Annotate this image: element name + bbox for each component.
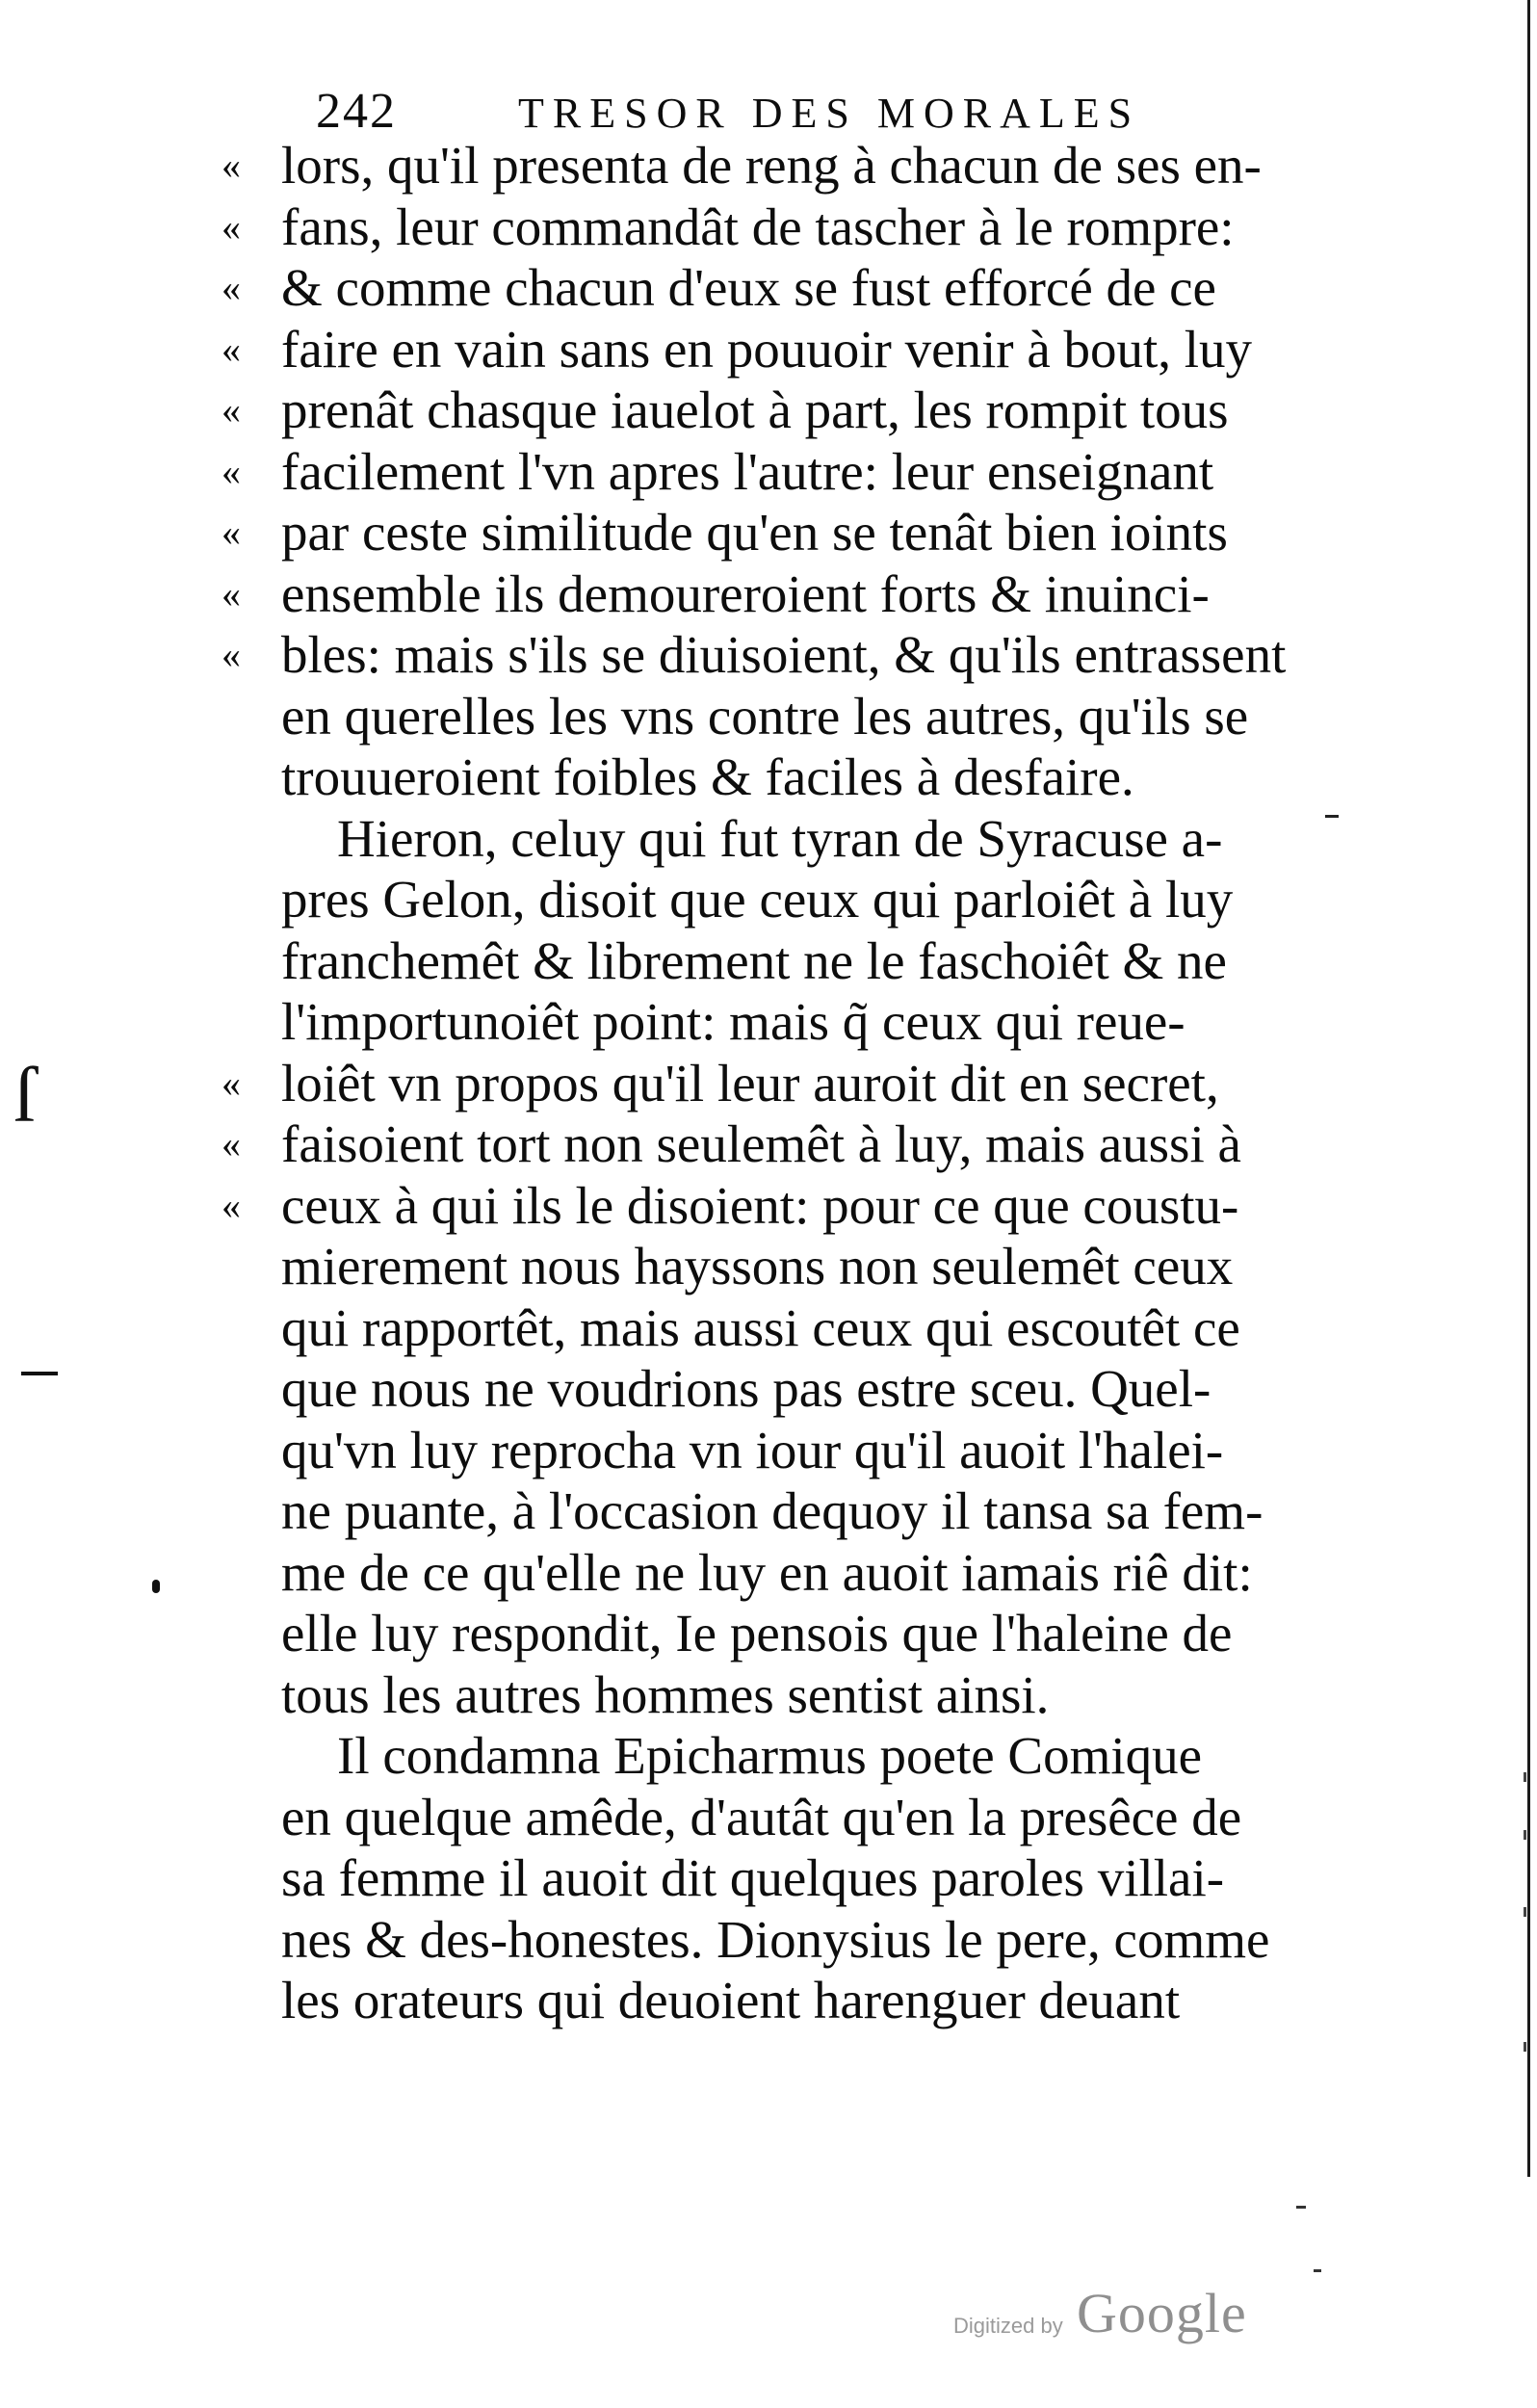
text-line <box>221 1175 1358 1237</box>
text-line <box>221 257 1358 319</box>
text-line <box>221 1236 1358 1297</box>
edge-mark <box>1524 1830 1526 1840</box>
digitization-watermark <box>953 2281 1396 2348</box>
quotation-marker: « <box>221 204 241 249</box>
text-line <box>221 319 1358 380</box>
line-text: Il condamna Epicharmus poete Comique <box>337 1726 1203 1785</box>
text-line <box>221 1420 1358 1481</box>
line-text: loiêt vn propos qu'il leur auroit dit en secret, <box>281 1053 1219 1112</box>
line-text: me de ce qu'elle ne luy en auoit iamais riê dit: <box>281 1542 1253 1602</box>
line-text: lors, qu'il presenta de reng à chacun de ses en- <box>281 136 1262 195</box>
line-text: prenât chasque iauelot à part, les rompit tous <box>281 380 1229 439</box>
text-line <box>221 135 1358 196</box>
line-text: ne puante, à l'occasion dequoy il tansa sa fem- <box>281 1481 1263 1540</box>
text-line <box>221 1970 1358 2031</box>
text-line <box>221 930 1358 992</box>
quotation-marker: « <box>221 633 241 676</box>
text-line <box>221 808 1358 870</box>
stray-mark <box>1325 815 1339 818</box>
line-text: elle luy respondit, Ie pensois que l'haleine de <box>281 1604 1233 1662</box>
line-text: bles: mais s'ils se diuisoient, & qu'ils entrassent <box>281 625 1287 684</box>
text-line <box>221 869 1358 930</box>
line-text: ensemble ils demoureroient forts & inuinci- <box>281 563 1210 623</box>
text-line <box>221 1787 1358 1848</box>
text-line <box>221 441 1358 503</box>
quotation-marker: « <box>221 1122 241 1165</box>
body-text <box>221 135 1358 2031</box>
line-text: les orateurs qui deuoient harenguer deuant <box>281 1971 1181 2029</box>
line-text: sa femme il auoit dit quelques paroles villai- <box>281 1848 1225 1907</box>
line-text: faisoient tort non seulemêt à luy, mais aussi à <box>281 1114 1241 1173</box>
line-text: en quelque amêde, d'autât qu'en la presêce de <box>281 1787 1242 1846</box>
line-text: l'importunoiêt point: mais q̃ ceux qui reue- <box>281 992 1185 1051</box>
line-text: & comme chacun d'eux se fust efforcé de ce <box>281 258 1216 317</box>
line-text: faire en vain sans en pouuoir venir à bout, luy <box>281 319 1253 379</box>
line-text: qu'vn luy reprocha vn iour qu'il auoit l'halei- <box>281 1420 1224 1479</box>
margin-dot-mark <box>152 1580 160 1593</box>
edge-mark <box>1524 2042 1526 2052</box>
line-text: par ceste similitude qu'en se tenât bien ioints <box>281 503 1228 562</box>
line-text: nes & des-honestes. Dionysius le pere, comme <box>281 1909 1270 1969</box>
line-text: franchemêt & librement ne le faschoiêt & ne <box>281 930 1227 990</box>
quotation-marker: « <box>221 144 241 187</box>
line-text: qui rapportêt, mais aussi ceux qui escoutêt ce <box>281 1297 1240 1357</box>
watermark-brand-logo: Google <box>1077 2282 1247 2344</box>
watermark-digitized-label: Digitized by <box>953 2314 1063 2338</box>
edge-mark <box>1524 1907 1526 1917</box>
text-line <box>221 1358 1358 1420</box>
text-line <box>221 686 1358 747</box>
quotation-marker: « <box>221 1060 241 1105</box>
quotation-marker: « <box>221 1183 241 1227</box>
text-line <box>221 1297 1358 1359</box>
line-text: fans, leur commandât de tascher à le rompre: <box>281 196 1235 256</box>
quotation-marker: « <box>221 510 241 554</box>
text-line <box>221 563 1358 625</box>
line-text: trouueroient foibles & faciles à desfaire. <box>281 747 1134 806</box>
text-line <box>221 746 1358 808</box>
text-line <box>221 1847 1358 1909</box>
quotation-marker: « <box>221 266 241 309</box>
quotation-marker: « <box>221 327 241 371</box>
line-text: en querelles les vns contre les autres, qu'ils se <box>281 686 1249 746</box>
line-text: que nous ne voudrions pas estre sceu. Quel- <box>281 1359 1211 1418</box>
text-line <box>221 991 1358 1053</box>
stray-mark <box>1296 2206 1306 2209</box>
edge-mark <box>1524 1772 1526 1782</box>
text-line <box>221 502 1358 563</box>
line-text: ceux à qui ils le disoient: pour ce que coustu- <box>281 1175 1239 1235</box>
line-text: pres Gelon, disoit que ceux qui parloiêt à luy <box>281 870 1234 929</box>
line-text: Hieron, celuy qui fut tyran de Syracuse a- <box>337 808 1223 868</box>
margin-flourish-mark: ſ <box>13 1051 36 1139</box>
quotation-marker: « <box>221 449 241 493</box>
text-line <box>221 1909 1358 1971</box>
text-line <box>221 196 1358 258</box>
margin-dash-mark <box>21 1372 58 1375</box>
text-line <box>221 1664 1358 1726</box>
text-line <box>221 380 1358 441</box>
running-title: TRESOR DES MORALES <box>518 90 1141 137</box>
quotation-marker: « <box>221 571 241 615</box>
text-line <box>221 1542 1358 1604</box>
page-edge <box>1527 0 1530 2177</box>
text-line <box>221 1725 1358 1787</box>
line-text: facilement l'vn apres l'autre: leur enseignant <box>281 441 1214 501</box>
text-line <box>221 1113 1358 1175</box>
line-text: mierement nous hayssons non seulemêt ceux <box>281 1237 1234 1296</box>
quotation-marker: « <box>221 388 241 432</box>
stray-mark <box>1314 2269 1321 2272</box>
text-line <box>221 1480 1358 1542</box>
text-line <box>221 1603 1358 1664</box>
text-line <box>221 624 1358 686</box>
text-line <box>221 1053 1358 1114</box>
page-number: 242 <box>316 84 397 139</box>
line-text: tous les autres hommes sentist ainsi. <box>281 1664 1050 1724</box>
